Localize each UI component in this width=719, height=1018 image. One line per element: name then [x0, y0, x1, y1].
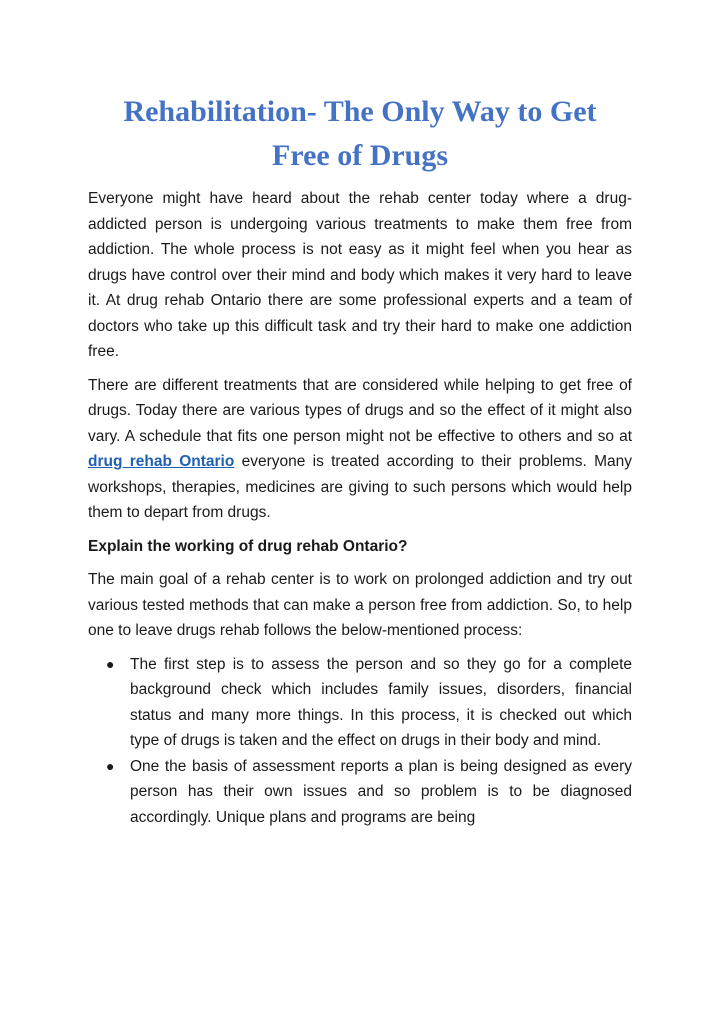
treatments-text-after: everyone is treated according to their problems. Many workshops, therapies, medicines are giving to such persons which would help them to depart from drugs. [88, 453, 632, 521]
list-item [106, 754, 632, 831]
process-list [88, 652, 632, 831]
list-item-text: The first step is to assess the person and so they go for a complete background check which includes family issues, disorders, financial status and many more things. In this process, it is checked out which type of drugs is taken and the effect on drugs in their body and mind. [130, 655, 632, 749]
section-heading: Explain the working of drug rehab Ontario? [88, 537, 408, 555]
process-paragraph: The main goal of a rehab center is to work on prolonged addiction and try out various tested methods that can make a person free from addiction. So, to help one to leave drugs rehab follows the below-mentioned process: [88, 571, 632, 639]
intro-paragraph: Everyone might have heard about the rehab center today where a drug-addicted person is undergoing various treatments to make them free from addiction. The whole process is not easy as it might feel when you hear as drugs have control over their mind and body which makes it very hard to leave it. At drug rehab Ontario there are some professional experts and a team of doctors who take up this difficult task and try their hard to make one addiction free. [88, 190, 632, 360]
title-line-1: Rehabilitation- The Only Way to Get [123, 95, 597, 128]
title-line-2: Free of Drugs [271, 139, 449, 172]
bullet-icon: ● [106, 655, 115, 672]
treatments-text-before: There are different treatments that are considered while helping to get free of drugs. Today there are various types of drugs and so the effect of it might also vary. A schedule that fits one person might not be effective to others and so at [88, 376, 632, 445]
drug-rehab-ontario-link[interactable]: drug rehab Ontario [88, 453, 235, 470]
document-page [88, 90, 632, 830]
list-item [106, 652, 632, 754]
list-item-text: One the basis of assessment reports a plan is being designed as every person has their own issues and so problem is to be diagnosed accordingly. Unique plans and programs are being [130, 757, 632, 826]
bullet-icon: ● [106, 757, 115, 774]
treatments-paragraph [88, 373, 632, 526]
document-title [88, 90, 632, 178]
